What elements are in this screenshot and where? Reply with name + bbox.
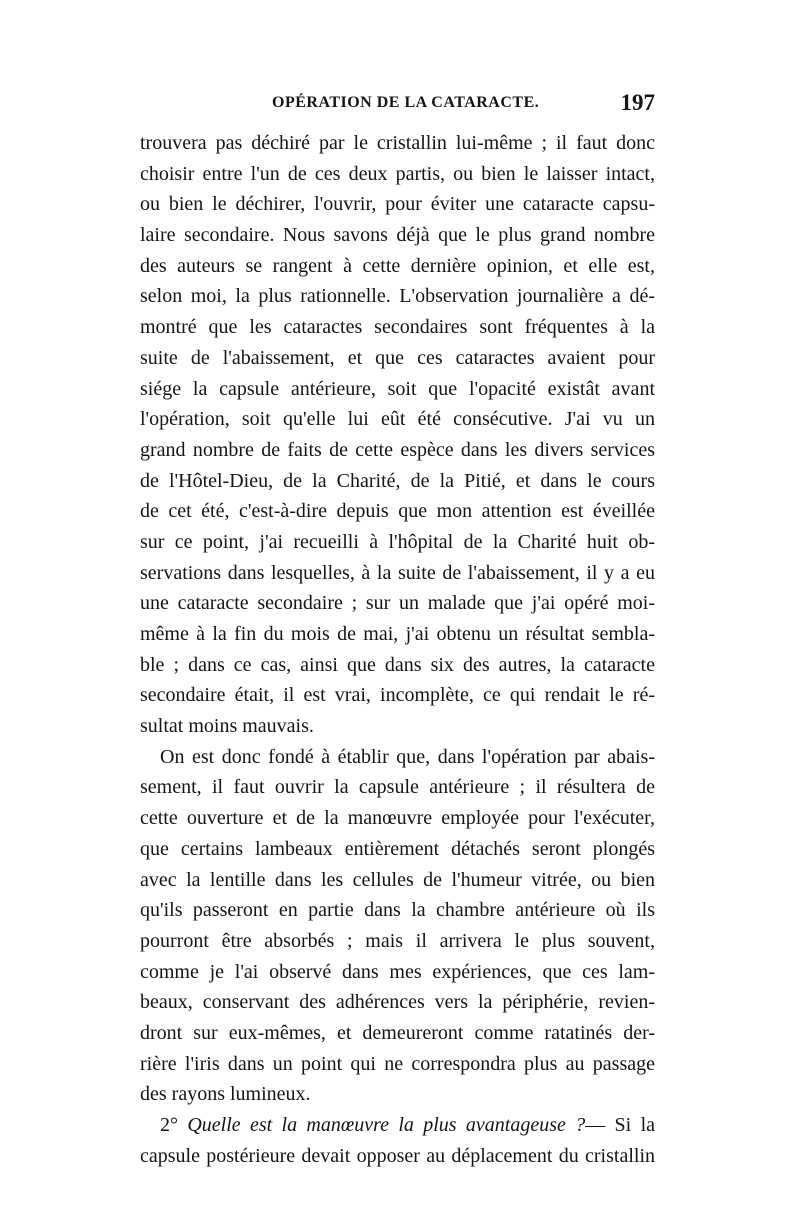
text-line: choisir entre l'un de ces deux partis, ou bien le laisser intact,	[140, 162, 655, 185]
text-line: ou bien le déchirer, l'ouvrir, pour éviter une cataracte capsu-	[140, 193, 655, 216]
question-line	[140, 1110, 655, 1141]
text-line: sement, il faut ouvrir la capsule antérieure ; il résultera de	[140, 776, 655, 799]
question-number: 2°	[160, 1114, 178, 1136]
question-text: Quelle est la manœuvre la plus avantageuse ?	[187, 1114, 586, 1136]
running-head: OPÉRATION DE LA CATARACTE.	[272, 94, 540, 111]
text-line: des auteurs se rangent à cette dernière opinion, et elle est,	[140, 254, 655, 277]
text-line: secondaire était, il est vrai, incomplète, ce qui rendait le ré-	[140, 684, 655, 707]
text-line: qu'ils passeront en partie dans la chambre antérieure où ils	[140, 899, 655, 922]
text-line: suite de l'abaissement, et que ces cataractes avaient pour	[140, 346, 655, 369]
question-continuation: — Si la	[585, 1114, 656, 1136]
text-line: selon moi, la plus rationnelle. L'observation journalière a dé-	[140, 285, 655, 308]
text-line: beaux, conservant des adhérences vers la périphérie, revien-	[140, 991, 655, 1014]
text-line: une cataracte secondaire ; sur un malade que j'ai opéré moi-	[140, 592, 655, 615]
paragraph-end-line: sultat moins mauvais.	[140, 715, 314, 738]
text-line: pourront être absorbés ; mais il arrivera le plus souvent,	[140, 929, 655, 952]
text-line: de l'Hôtel-Dieu, de la Charité, de la Pitié, et dans le cours	[140, 469, 655, 492]
text-line: avec la lentille dans les cellules de l'humeur vitrée, ou bien	[140, 868, 655, 891]
text-line: laire secondaire. Nous savons déjà que le plus grand nombre	[140, 224, 655, 247]
paragraph-end-line: des rayons lumineux.	[140, 1083, 311, 1106]
text-line: capsule postérieure devait opposer au déplacement du cristallin	[140, 1144, 655, 1167]
text-line: dront sur eux-mêmes, et demeureront comme ratatinés der-	[140, 1021, 655, 1044]
text-line: comme je l'ai observé dans mes expériences, que ces lam-	[140, 960, 655, 983]
text-line: que certains lambeaux entièrement détachés seront plongés	[140, 837, 655, 860]
text-line: servations dans lesquelles, à la suite de l'abaissement, il y a eu	[140, 561, 655, 584]
text-line: siége la capsule antérieure, soit que l'opacité existât avant	[140, 377, 655, 400]
page-number: 197	[620, 90, 655, 115]
paragraph-start-line: On est donc fondé à établir que, dans l'opération par abais-	[160, 745, 655, 768]
text-line: même à la fin du mois de mai, j'ai obtenu un résultat sembla-	[140, 623, 655, 645]
text-line: montré que les cataractes secondaires sont fréquentes à la	[140, 316, 655, 339]
text-line: trouvera pas déchiré par le cristallin lui-même ; il faut donc	[140, 132, 655, 154]
text-line: ble ; dans ce cas, ainsi que dans six des autres, la cataracte	[140, 653, 655, 676]
page-header	[140, 92, 655, 120]
body-text	[140, 128, 655, 1171]
text-line: rière l'iris dans un point qui ne correspondra plus au passage	[140, 1052, 655, 1075]
text-line: grand nombre de faits de cette espèce dans les divers services	[140, 438, 655, 461]
text-line: l'opération, soit qu'elle lui eût été consécutive. J'ai vu un	[140, 408, 655, 431]
text-line: cette ouverture et de la manœuvre employée pour l'exécuter,	[140, 807, 655, 830]
text-line: sur ce point, j'ai recueilli à l'hôpital de la Charité huit ob-	[140, 530, 655, 553]
text-line: de cet été, c'est-à-dire depuis que mon attention est éveillée	[140, 500, 655, 523]
